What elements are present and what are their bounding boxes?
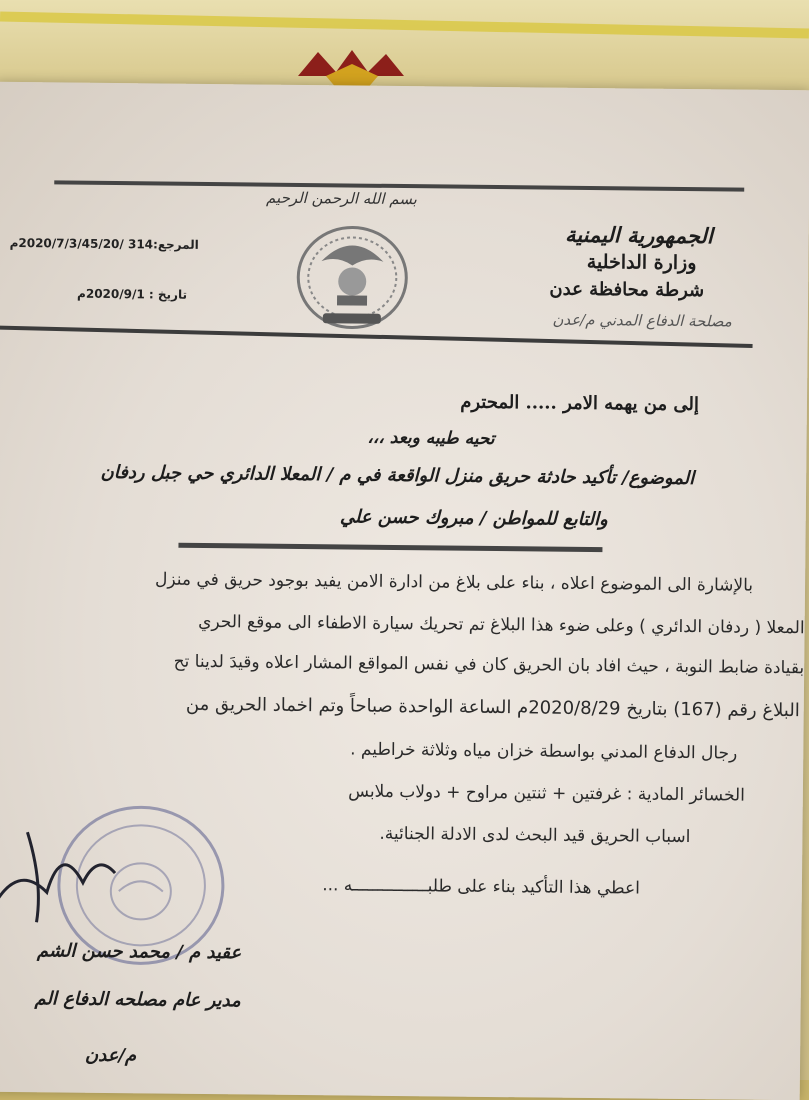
body-line-8: اعطي هذا التأكيد بناء على طلبـــــــــــــــه ... bbox=[322, 875, 641, 899]
reference-number: المرجع:314 /2020/7/3/45/20م bbox=[9, 235, 199, 252]
body-line-6: الخسائر المادية : غرفتين + ثنتين مراوح + دولاب ملابس bbox=[348, 781, 745, 806]
body-line-3: بقيادة ضابط النوبة ، حيث افاد بان الحريق كان في نفس المواقع المشار اعلاه وقيدَ لدينا تح bbox=[173, 651, 805, 679]
body-line-1: بالإشارة الى الموضوع اعلاه ، بناء على بلاغ من ادارة الامن يفيد بوجود حريق في منزل bbox=[154, 569, 754, 596]
signatory-city: م/عدن bbox=[84, 1044, 137, 1067]
signatory-name: عقيد م / محمد حسن الشم bbox=[36, 940, 242, 964]
body-line-5: رجال الدفاع المدني بواسطة خزان مياه وثلاثة خراطيم . bbox=[350, 739, 738, 764]
greeting: تحيه طيبه وبعد ،،، bbox=[367, 427, 495, 450]
country-name: الجمهورية اليمنية bbox=[564, 221, 713, 249]
signatory-title: مدير عام مصلحه الدفاع الم bbox=[34, 988, 241, 1012]
police-name: شرطة محافظة عدن bbox=[549, 278, 705, 302]
yemen-eagle-emblem-icon bbox=[293, 221, 412, 334]
handwritten-signature-icon bbox=[0, 822, 128, 933]
body-line-7: اسباب الحريق قيد البحث لدى الادلة الجنائية. bbox=[379, 823, 691, 848]
subject-underline bbox=[178, 543, 602, 552]
basmala: بسم الله الرحمن الرحيم bbox=[266, 188, 417, 209]
department-name: مصلحة الدفاع المدني م/عدن bbox=[552, 310, 732, 331]
subject-line-1: الموضوع/ تأكيد حادثة حريق منزل الواقعة في م / المعلا الدائري حي جبل ردفان bbox=[100, 461, 695, 490]
body-line-4: البلاغ رقم (167) بتاريخ 2020/8/29م الساعة الواحدة صباحاً وتم اخماد الحريق من bbox=[185, 693, 800, 722]
addressee: إلى من يهمه الامر ..... المحترم bbox=[460, 391, 700, 416]
document-page bbox=[0, 82, 809, 1100]
ministry-name: وزارة الداخلية bbox=[586, 250, 697, 275]
document-date: تاريخ : 2020/9/1م bbox=[77, 286, 188, 302]
body-line-2: المعلا ( ردفان الدائري ) وعلى ضوء هذا البلاغ تم تحريك سيارة الاطفاء الى موقع الحري bbox=[198, 611, 805, 639]
subject-line-2: والتابع للمواطن / مبروك حسن علي bbox=[339, 506, 608, 531]
